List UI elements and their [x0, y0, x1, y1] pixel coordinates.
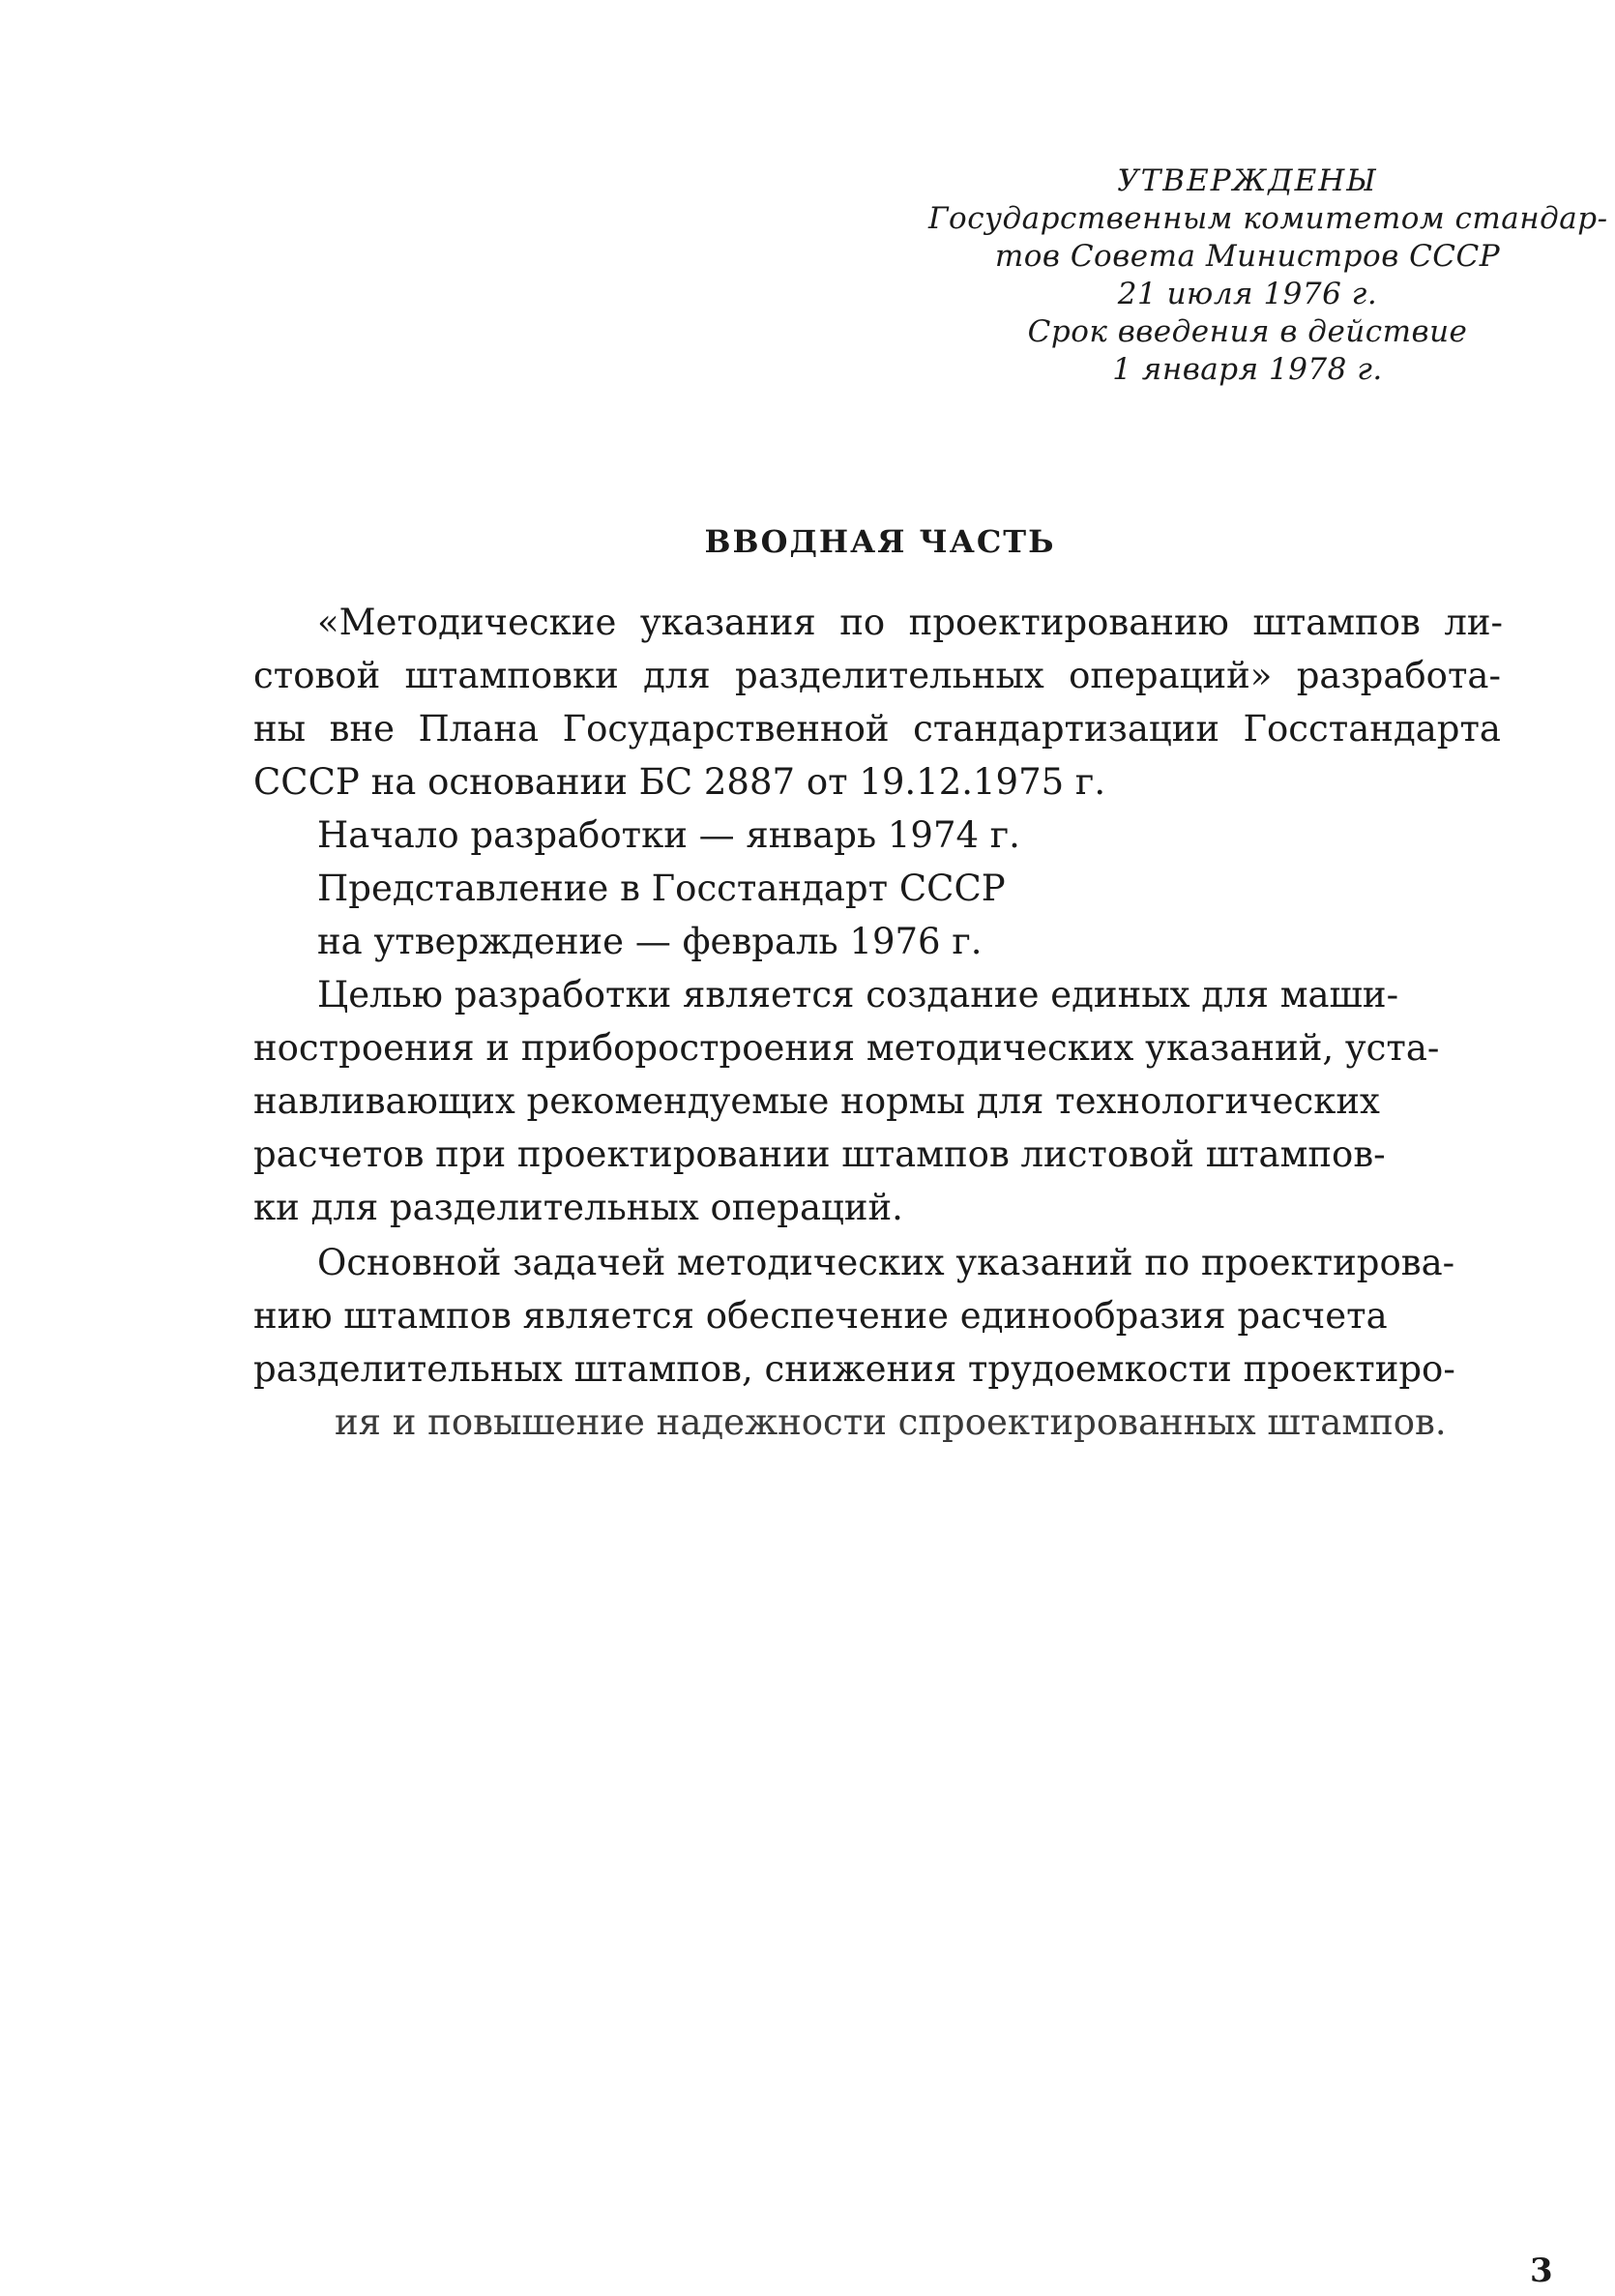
paragraph-line: нию штампов является обеспечение единообразия расчета: [253, 1295, 1388, 1337]
paragraph-line: ны вне Плана Государственной стандартизации Госстандарта: [253, 708, 1501, 750]
paragraph-line: Основной задачей методических указаний по проектирова-: [317, 1242, 1455, 1283]
approval-line: Срок введения в действие: [1027, 314, 1468, 349]
approval-line: Государственным комитетом стандар-: [928, 201, 1608, 236]
paragraph-line: навливающих рекомендуемые нормы для технологических: [253, 1080, 1380, 1122]
effective-date: 1 января 1978 г.: [1112, 352, 1383, 387]
approval-title: УТВЕРЖДЕНЫ: [1117, 163, 1378, 198]
paragraph-line: Целью разработки является создание единых для маши-: [317, 974, 1399, 1016]
approval-date: 21 июля 1976 г.: [1117, 277, 1378, 311]
paragraph-line: на утверждение — февраль 1976 г.: [317, 921, 983, 962]
paragraph-line: расчетов при проектировании штампов листовой штампов-: [253, 1133, 1386, 1175]
paragraph-line: ия и повышение надежности спроектированных штампов.: [335, 1401, 1447, 1443]
paragraph-line: разделительных штампов, снижения трудоемкости проектиро-: [253, 1348, 1455, 1390]
section-heading: ВВОДНАЯ ЧАСТЬ: [704, 523, 1056, 560]
paragraph-line: стовой штамповки для разделительных операций» разработа-: [253, 655, 1501, 696]
paragraph-line: Начало разработки — январь 1974 г.: [317, 814, 1020, 856]
page-number: 3: [1530, 2252, 1553, 2290]
approval-line: тов Совета Министров СССР: [994, 239, 1501, 274]
paragraph-line: СССР на основании БС 2887 от 19.12.1975 г.: [253, 761, 1106, 803]
paragraph-line: «Методические указания по проектированию штампов ли-: [317, 602, 1503, 643]
paragraph-line: Представление в Госстандарт СССР: [317, 868, 1006, 909]
paragraph-line: ностроения и приборостроения методических указаний, уста-: [253, 1027, 1440, 1069]
paragraph-line: ки для разделительных операций.: [253, 1187, 903, 1228]
